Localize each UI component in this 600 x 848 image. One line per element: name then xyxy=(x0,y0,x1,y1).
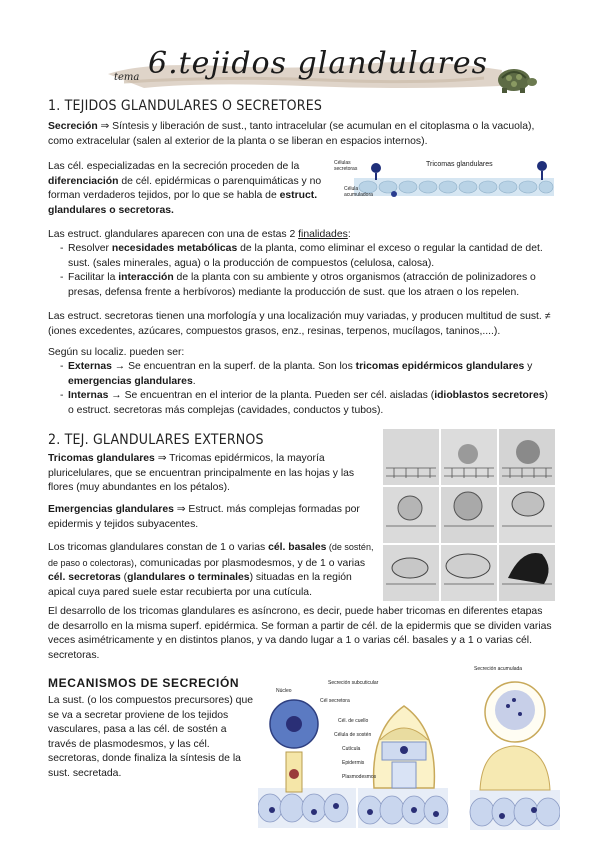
title-banner xyxy=(104,46,506,90)
label-plasmodesmos: Plasmodesmos xyxy=(342,774,377,780)
list-item-internas: - Internas → Se encuentran en el interior de la planta. Pueden ser cél. aisladas (idioblastos secretores) o estruct. secretoras más complejas (cavidades, conductos y tubos). xyxy=(50,389,552,418)
morfologia-paragraph: Las estruct. secretoras tienen una morfología y una localización muy variadas, y producen multitud de sust. ≠ (iones excedentes, azúcares, compuestos grasos, enz., resinas, terpenos, mucílagos, taninos,....). xyxy=(48,311,551,337)
desarrollo-paragraph: El desarrollo de los tricomas glandulares es asíncrono, es decir, puede haber tricomas en diferentes etapas de desarrollo en la misma superf. epidérmica. Se forman a partir de cél. de la epidermis que se dividen varias veces asimétricamente y en distintos planos, y va dando lugar a 1 o varias cél. basales y a 1 o varias cél. secretoras. xyxy=(48,606,552,661)
secretion-figure xyxy=(258,666,560,840)
label-cuticula: Cutícula xyxy=(342,746,361,752)
section-3-heading: MECANISMOS DE SECRECIÓN xyxy=(48,676,240,690)
trichome-development-micrographs xyxy=(382,428,556,602)
page-title: 6.tejidos glandulares xyxy=(148,46,489,81)
micrograph-grid xyxy=(382,428,556,602)
title-prefix: tema xyxy=(114,72,140,83)
tricomas-paragraph: Tricomas glandulares ⇒ Tricomas epidérmicos, la mayoría pluricelulares, que se encuentran principalmente en las hojas y las flores (muy abundantes en los pétalos). xyxy=(48,453,355,494)
constitucion-paragraph: Los tricomas glandulares constan de 1 o varias cél. basales (de sostén, de paso o colectoras), comunicadas por plasmodesmos, y de 1 o varias cél. secretoras (glandulares o terminales) situadas en la región apical cuya pared suele estar recubierta por una cutícula. xyxy=(48,542,374,598)
term-finalidades: finalidades xyxy=(298,229,348,240)
label-cel-secretora: Cél secretora xyxy=(320,698,350,704)
term-emergencias: Emergencias glandulares xyxy=(48,504,174,515)
section-2-heading: 2. TEJ. GLANDULARES EXTERNOS xyxy=(48,432,264,448)
list-item: - Resolver necesidades metabólicas de la planta, como eliminar el exceso o regular la cantidad de det. sust. (sales minerales, agua) o la producción de compuestos (celulosa, calosa). xyxy=(50,242,550,271)
term-secrecion: Secreción xyxy=(48,121,98,132)
list-item: - Facilitar la interacción de la planta con su ambiente y otros organismos (atracción de polinizadores o presas, defensa frente a herbívoros) mediante la producción de sust. que los atraen o los repelen. xyxy=(50,271,550,300)
diferenciacion-paragraph: Las cél. especializadas en la secreción proceden de la diferenciación de cél. epidérmicas o parenquimáticas y no forman verdaderos tejidos, por lo que se habla de estruct. glandulares o secretoras. xyxy=(48,161,322,216)
list-item-externas: - Externas → Se encuentran en la superf. de la planta. Son los tricomas epidérmicos glandulares y emergencias glandulares. xyxy=(50,360,552,389)
term-tricomas-glandulares: Tricomas glandulares xyxy=(48,453,155,464)
label-secrecion-subcuticular: Secreción subcuticular xyxy=(328,680,379,686)
label-epidermis: Epidermis xyxy=(342,760,365,766)
localizacion-intro: Según su localiz. pueden ser: xyxy=(48,347,185,358)
label-celula-de-sosten: Célula de sostén xyxy=(334,732,372,738)
term-diferenciacion: diferenciación xyxy=(48,175,119,187)
secretion-illustration xyxy=(258,670,560,840)
secrecion-definition: Secreción ⇒ Síntesis y liberación de sust., tanto intracelular (se acumulan en el citoplasma o la vacuola), como extracelular (salen al exterior de la planta o se liberan en espacios internos). xyxy=(48,121,535,147)
label-celulas-secretoras: Células secretoras xyxy=(334,160,358,172)
label-celula-de-cuello: Cél. de cuello xyxy=(338,718,369,724)
turtle-icon xyxy=(492,60,538,96)
finalidades-intro: Las estruct. glandulares aparecen con una de estas 2 finalidades: xyxy=(48,229,351,240)
section-1-heading: 1. TEJIDOS GLANDULARES O SECRETORES xyxy=(48,98,323,114)
emergencias-paragraph: Emergencias glandulares ⇒ Estruct. más complejas formadas por epidermis y tejidos subyacentes. xyxy=(48,504,360,530)
label-nucleo: Núcleo xyxy=(276,688,292,694)
localizacion-list xyxy=(50,360,552,418)
label-secrecion-acumulada: Secreción acumulada xyxy=(474,666,523,672)
figure-glandular-trichomes xyxy=(334,158,556,206)
finalidades-list xyxy=(50,242,550,300)
label-celula-acumuladora: Célula acumuladora xyxy=(344,186,373,198)
label-tricomas-glandulares: Tricomas glandulares xyxy=(426,161,493,168)
term-estruct-glandulares: estruct. glandulares o secretoras. xyxy=(48,190,318,216)
mecanismos-paragraph: La sust. (o los compuestos precursores) que se va a secretar proviene de los tejidos vasculares, pasa a las cél. de sostén a través de plasmodesmos, y las cél. secretoras, donde finaliza la síntesis de la sust. secretada. xyxy=(48,695,254,779)
